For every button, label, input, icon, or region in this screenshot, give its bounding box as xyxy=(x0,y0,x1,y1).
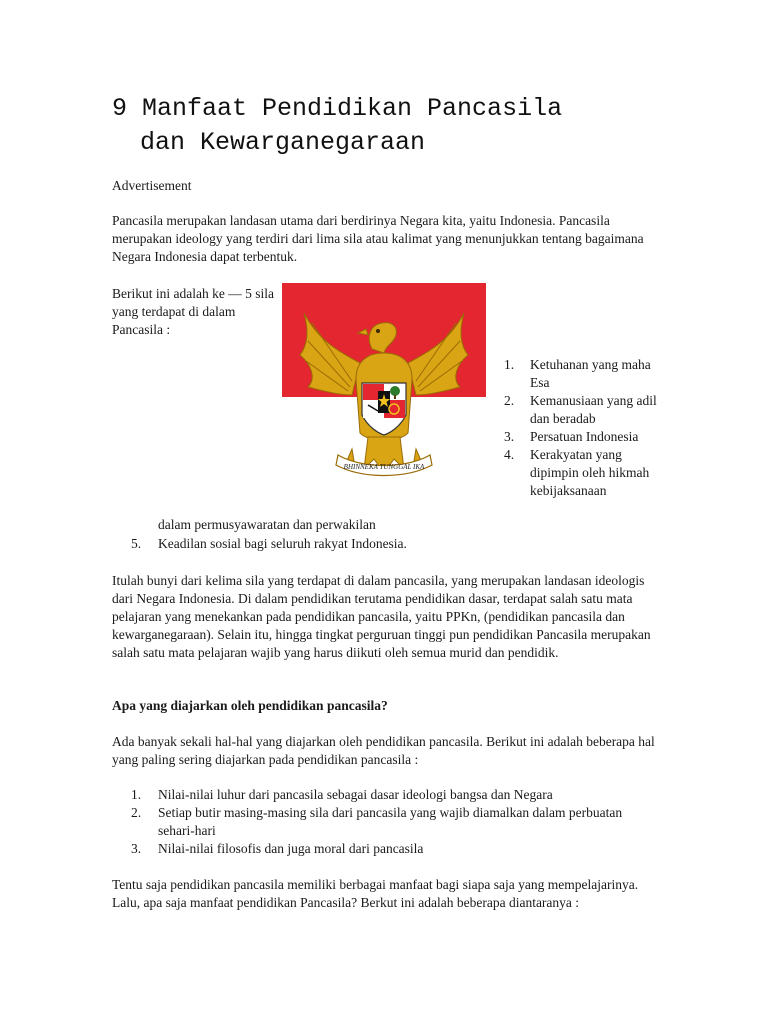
sila-lead-text: Berikut ini adalah ke — 5 sila yang terdapat di dalam Pancasila : xyxy=(112,286,274,337)
list-number: 1. xyxy=(504,357,515,372)
title-line-1: 9 Manfaat Pendidikan Pancasila xyxy=(112,94,563,123)
body-paragraph: Ada banyak sekali hal-hal yang diajarkan oleh pendidikan pancasila. Berikut ini adalah beberapa hal yang paling sering diajarkan pada pendidikan pancasila : xyxy=(112,734,655,767)
intro-paragraph: Pancasila merupakan landasan utama dari berdirinya Negara kita, yaitu Indonesia. Pancasila merupakan ideology yang terdiri dari lima sila atau kalimat yang menunjukkan tentang bagaimana Negara Indonesia dapat terbentuk. xyxy=(112,213,644,264)
advertisement-label[interactable]: Advertisement xyxy=(112,178,192,193)
list-number: 2. xyxy=(131,805,142,820)
list-number: 4. xyxy=(504,447,515,462)
list-number: 3. xyxy=(504,429,515,444)
page-title xyxy=(112,92,672,160)
list-item xyxy=(504,392,664,428)
list-item xyxy=(131,804,651,840)
list-item xyxy=(504,356,664,392)
list-number: 1. xyxy=(131,787,142,802)
list-number: 2. xyxy=(504,393,515,408)
list-item xyxy=(131,786,651,804)
sila-list xyxy=(504,356,664,500)
title-line-2: dan Kewarganegaraan xyxy=(140,128,426,157)
list-text: Setiap butir masing-masing sila dari pancasila yang wajib diamalkan dalam perbuatan sehari-hari xyxy=(158,805,623,838)
list-text: Kemanusiaan yang adil dan beradab xyxy=(530,393,657,426)
sila-4-continuation: dalam permusyawaratan dan perwakilan xyxy=(158,517,376,532)
garuda-pancasila-emblem xyxy=(282,283,486,511)
list-item xyxy=(131,535,407,553)
list-text: Keadilan sosial bagi seluruh rakyat Indonesia. xyxy=(158,536,407,551)
list-number: 5. xyxy=(131,536,142,551)
list-text: Ketuhanan yang maha Esa xyxy=(530,357,651,390)
list-item xyxy=(131,840,651,858)
body-paragraph: Tentu saja pendidikan pancasila memiliki berbagai manfaat bagi siapa saja yang mempelajarinya. Lalu, apa saja manfaat pendidikan Pancasila? Berkut ini adalah beberapa diantaranya : xyxy=(112,877,639,910)
list-text: Nilai-nilai filosofis dan juga moral dari pancasila xyxy=(158,841,424,856)
list-item xyxy=(504,446,664,500)
list-text: Persatuan Indonesia xyxy=(530,429,639,444)
list-item xyxy=(504,428,664,446)
body-paragraph: Itulah bunyi dari kelima sila yang terdapat di dalam pancasila, yang merupakan landasan ideologis dari Negara Indonesia. Di dalam pendidikan terutama pendidikan dasar, terdapat salah satu mata pelajaran yang menekankan pada pendidikan pancasila, yaitu PPKn, (pendidikan pancasila dan kewarganegaraan). Selain itu, hingga tingkat perguruan tinggi pun pendidikan Pancasila merupakan salah satu mata pelajaran wajib yang harus diikuti oleh semua murid dan pendidik. xyxy=(112,573,651,660)
motto-text: BHINNEKA TUNGGAL IKA xyxy=(343,463,425,471)
list-text: Kerakyatan yang dipimpin oleh hikmah kebijaksanaan xyxy=(530,447,650,498)
list-number: 3. xyxy=(131,841,142,856)
list-text: Nilai-nilai luhur dari pancasila sebagai dasar ideologi bangsa dan Negara xyxy=(158,787,553,802)
taught-list xyxy=(131,786,651,858)
section-heading: Apa yang diajarkan oleh pendidikan pancasila? xyxy=(112,698,388,713)
